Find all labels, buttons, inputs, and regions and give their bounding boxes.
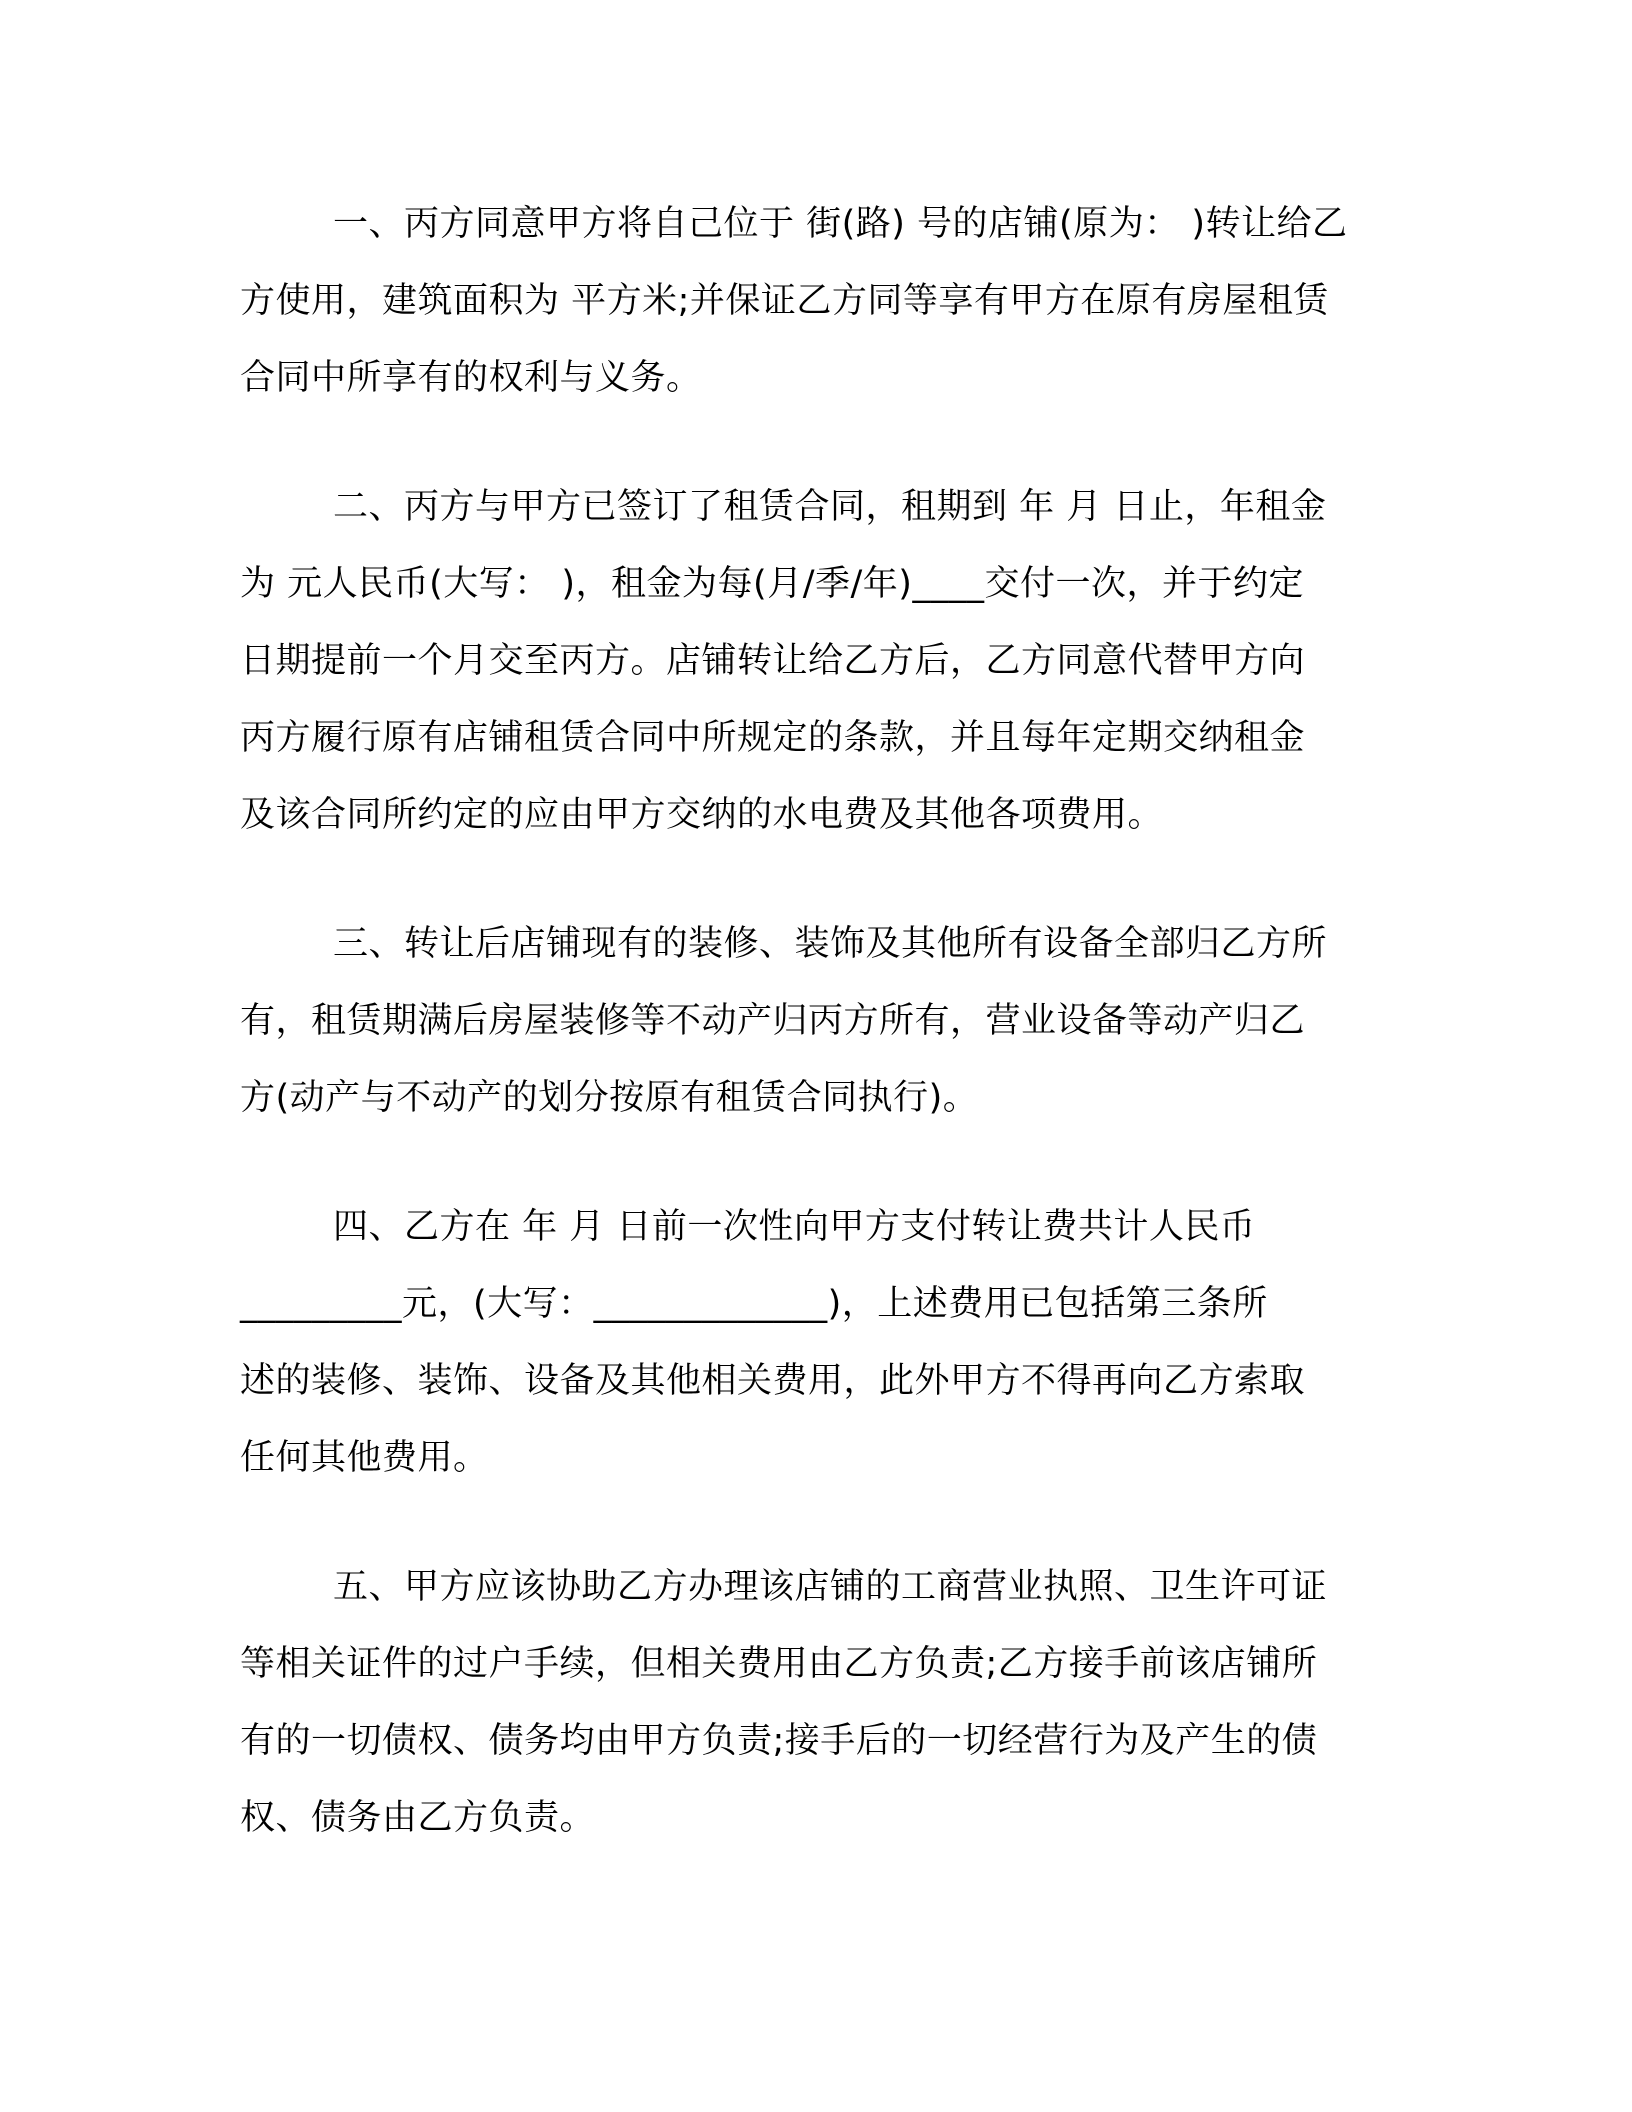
clause-line: 任何其他费用。 [240, 1438, 489, 1478]
clause-line: 一、丙方同意甲方将自己位于 街(路) 号的店铺(原为： )转让给乙 [333, 204, 1348, 244]
clause-line: 五、甲方应该协助乙方办理该店铺的工商营业执照、卫生许可证 [333, 1567, 1328, 1607]
clause-line: 三、转让后店铺现有的装修、装饰及其他所有设备全部归乙方所 [333, 924, 1328, 964]
clause-5 [240, 1549, 1390, 1857]
clause-line: 方(动产与不动产的划分按原有租赁合同执行)。 [240, 1078, 979, 1118]
clause-line: 等相关证件的过户手续，但相关费用由乙方负责;乙方接手前该店铺所 [240, 1644, 1318, 1684]
clause-line: 述的装修、装饰、设备及其他相关费用，此外甲方不得再向乙方索取 [240, 1361, 1306, 1401]
contract-body [240, 186, 1390, 1909]
clause-line: 权、债务由乙方负责。 [240, 1798, 596, 1838]
clause-line: _________元，(大写：_____________)，上述费用已包括第三条所 [240, 1284, 1268, 1324]
clause-line: 有，租赁期满后房屋装修等不动产归丙方所有，营业设备等动产归乙 [240, 1001, 1306, 1041]
clause-4 [240, 1189, 1390, 1497]
clause-1 [240, 186, 1390, 417]
clause-line: 方使用，建筑面积为 平方米;并保证乙方同等享有甲方在原有房屋租赁 [240, 281, 1329, 321]
clause-line: 合同中所享有的权利与义务。 [240, 358, 702, 398]
clause-2 [240, 469, 1390, 854]
clause-line: 二、丙方与甲方已签订了租赁合同，租期到 年 月 日止，年租金 [333, 487, 1327, 527]
clause-line: 为 元人民币(大写： )，租金为每(月/季/年)____交付一次，并于约定 [240, 564, 1304, 604]
clause-line: 四、乙方在 年 月 日前一次性向甲方支付转让费共计人民币 [333, 1207, 1256, 1247]
clause-line: 丙方履行原有店铺租赁合同中所规定的条款，并且每年定期交纳租金 [240, 718, 1306, 758]
clause-line: 日期提前一个月交至丙方。店铺转让给乙方后，乙方同意代替甲方向 [240, 641, 1306, 681]
clause-line: 及该合同所约定的应由甲方交纳的水电费及其他各项费用。 [240, 795, 1164, 835]
clause-line: 有的一切债权、债务均由甲方负责;接手后的一切经营行为及产生的债 [240, 1721, 1318, 1761]
clause-3 [240, 906, 1390, 1137]
